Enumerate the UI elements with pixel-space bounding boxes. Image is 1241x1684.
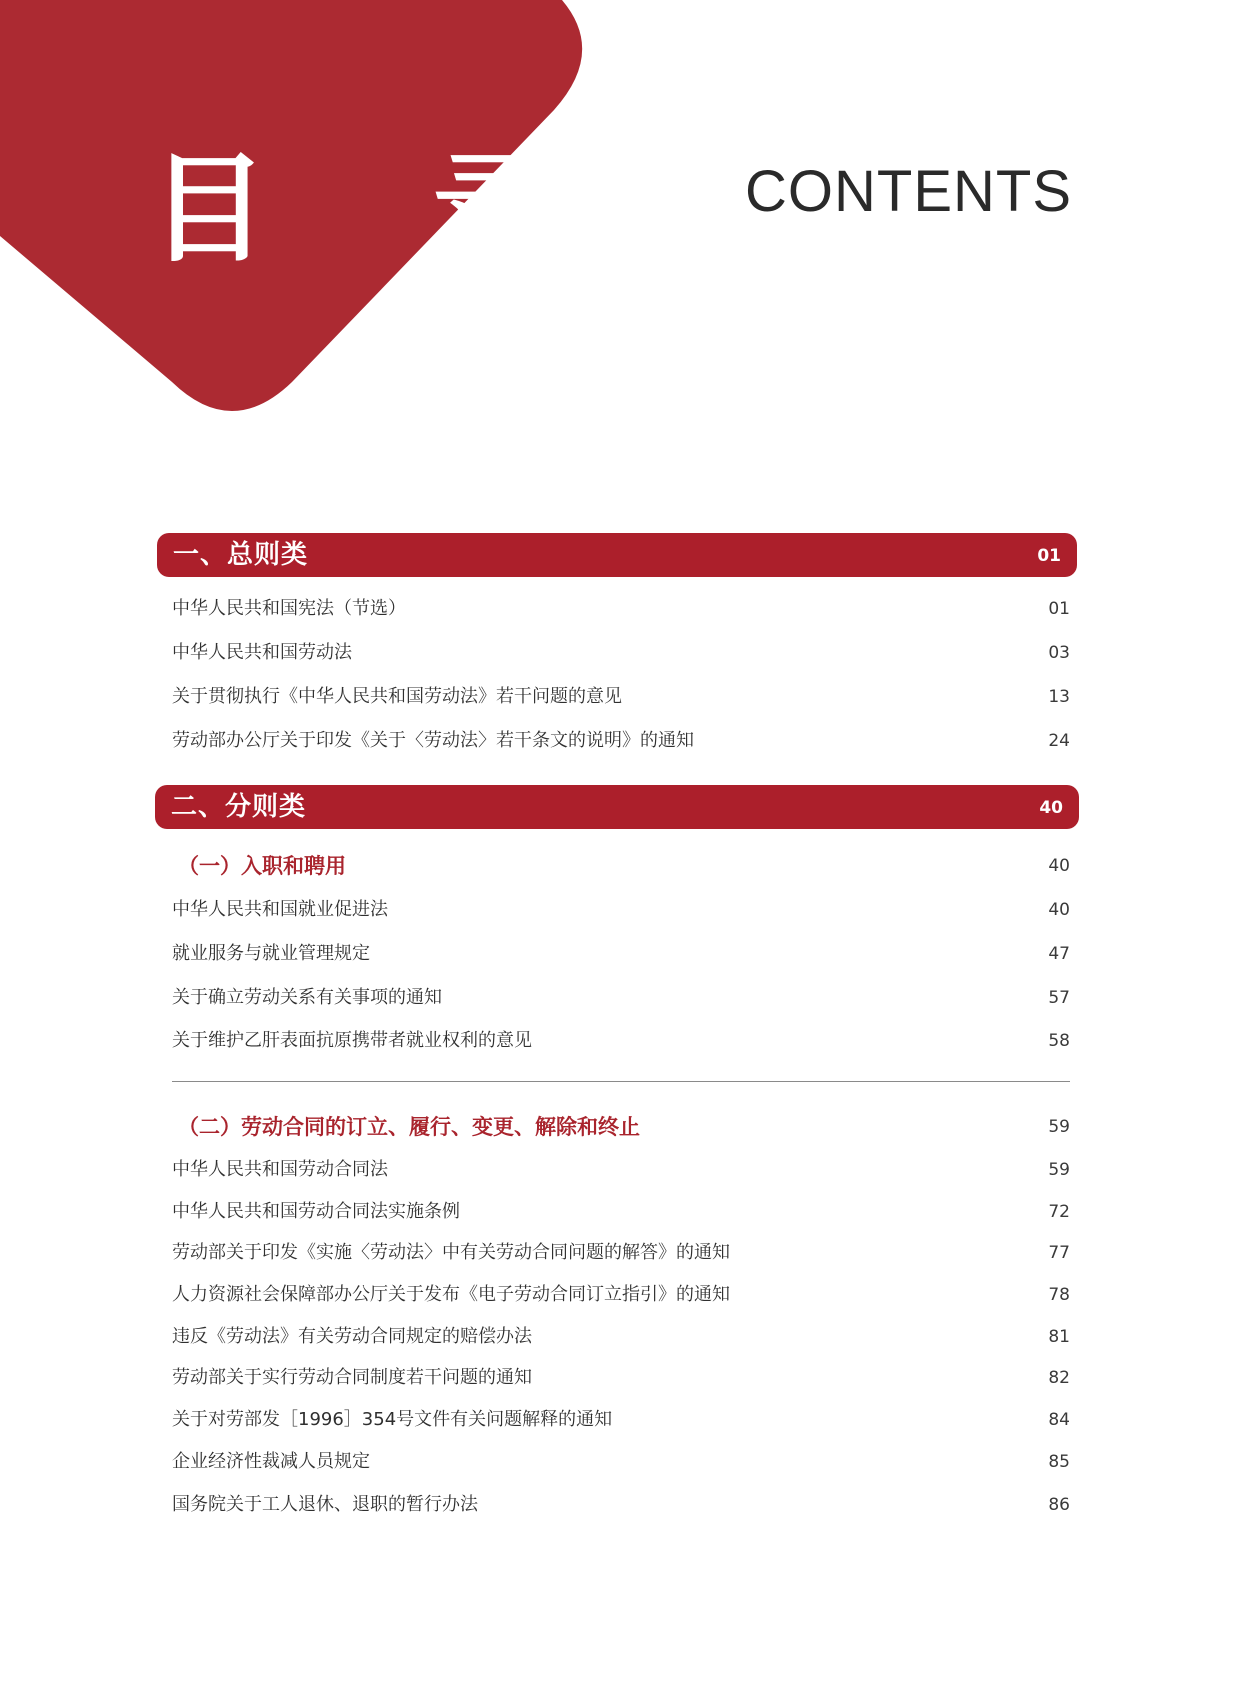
toc-entry-page: 24 xyxy=(1048,731,1070,751)
section-header-specific[interactable] xyxy=(155,785,1079,829)
toc-entry[interactable] xyxy=(172,1197,1070,1227)
toc-entry-page: 81 xyxy=(1048,1327,1070,1347)
toc-entry-title: 就业服务与就业管理规定 xyxy=(172,943,370,964)
section-page-number: 01 xyxy=(1037,546,1061,566)
toc-entry[interactable] xyxy=(172,726,1070,756)
section-page-number: 40 xyxy=(1039,798,1063,818)
toc-entry[interactable] xyxy=(172,1447,1070,1477)
toc-entry-title: 关于对劳部发［1996］354号文件有关问题解释的通知 xyxy=(172,1409,613,1430)
toc-entry-page: 58 xyxy=(1048,1031,1070,1051)
toc-entry-title: 关于确立劳动关系有关事项的通知 xyxy=(172,987,442,1008)
toc-entry[interactable] xyxy=(172,682,1070,712)
toc-entry-page: 84 xyxy=(1048,1410,1070,1430)
toc-entry-title: 劳动部关于印发《实施〈劳动法〉中有关劳动合同问题的解答》的通知 xyxy=(172,1242,730,1263)
toc-entry-title: 人力资源社会保障部办公厅关于发布《电子劳动合同订立指引》的通知 xyxy=(172,1284,730,1305)
toc-entry-page: 78 xyxy=(1048,1285,1070,1305)
toc-entry[interactable] xyxy=(172,1155,1070,1185)
subsection-page: 59 xyxy=(1048,1117,1070,1137)
toc-entry-page: 85 xyxy=(1048,1452,1070,1472)
toc-entry-title: 劳动部办公厅关于印发《关于〈劳动法〉若干条文的说明》的通知 xyxy=(172,730,694,751)
subsection-page: 40 xyxy=(1048,856,1070,876)
toc-entry-page: 72 xyxy=(1048,1202,1070,1222)
toc-entry[interactable] xyxy=(172,1322,1070,1352)
subsection-heading[interactable] xyxy=(172,851,1070,881)
toc-entry-title: 国务院关于工人退休、退职的暂行办法 xyxy=(172,1494,478,1515)
toc-entry-page: 86 xyxy=(1048,1495,1070,1515)
toc-entry-title: 关于维护乙肝表面抗原携带者就业权利的意见 xyxy=(172,1030,532,1051)
toc-entry-title: 关于贯彻执行《中华人民共和国劳动法》若干问题的意见 xyxy=(172,686,622,707)
toc-entry[interactable] xyxy=(172,1238,1070,1268)
toc-entry-page: 13 xyxy=(1048,687,1070,707)
section-label: 一、总则类 xyxy=(173,540,309,570)
toc-entry-page: 59 xyxy=(1048,1160,1070,1180)
toc-entry-page: 03 xyxy=(1048,643,1070,663)
toc-entry-title: 企业经济性裁减人员规定 xyxy=(172,1451,370,1472)
toc-entry[interactable] xyxy=(172,983,1070,1013)
subsection-heading[interactable] xyxy=(172,1112,1070,1142)
toc-entry[interactable] xyxy=(172,1405,1070,1435)
toc-entry-page: 01 xyxy=(1048,599,1070,619)
toc-entry[interactable] xyxy=(172,594,1070,624)
toc-entry[interactable] xyxy=(172,638,1070,668)
toc-entry[interactable] xyxy=(172,1363,1070,1393)
toc-entry[interactable] xyxy=(172,1280,1070,1310)
toc-entry[interactable] xyxy=(172,1490,1070,1520)
toc-entry-title: 中华人民共和国劳动合同法 xyxy=(172,1159,388,1180)
toc-entry-page: 47 xyxy=(1048,944,1070,964)
subsection-title: （一）入职和聘用 xyxy=(178,854,346,878)
section-label: 二、分则类 xyxy=(171,792,307,822)
toc-entry-title: 违反《劳动法》有关劳动合同规定的赔偿办法 xyxy=(172,1326,532,1347)
page-title-english: CONTENTS xyxy=(745,159,1072,224)
toc-entry-title: 中华人民共和国劳动合同法实施条例 xyxy=(172,1201,460,1222)
toc-entry-title: 中华人民共和国劳动法 xyxy=(172,642,352,663)
toc-entry-page: 40 xyxy=(1048,900,1070,920)
toc-entry[interactable] xyxy=(172,939,1070,969)
toc-entry-title: 中华人民共和国就业促进法 xyxy=(172,899,388,920)
toc-entry-title: 劳动部关于实行劳动合同制度若干问题的通知 xyxy=(172,1367,532,1388)
page-title-chinese: 目 录 xyxy=(150,140,614,278)
section-divider xyxy=(172,1081,1070,1082)
toc-entry-title: 中华人民共和国宪法（节选） xyxy=(172,598,406,619)
subsection-title: （二）劳动合同的订立、履行、变更、解除和终止 xyxy=(178,1115,640,1139)
toc-entry-page: 77 xyxy=(1048,1243,1070,1263)
toc-entry-page: 57 xyxy=(1048,988,1070,1008)
section-header-general[interactable] xyxy=(157,533,1077,577)
toc-entry[interactable] xyxy=(172,895,1070,925)
toc-entry-page: 82 xyxy=(1048,1368,1070,1388)
toc-entry[interactable] xyxy=(172,1026,1070,1056)
